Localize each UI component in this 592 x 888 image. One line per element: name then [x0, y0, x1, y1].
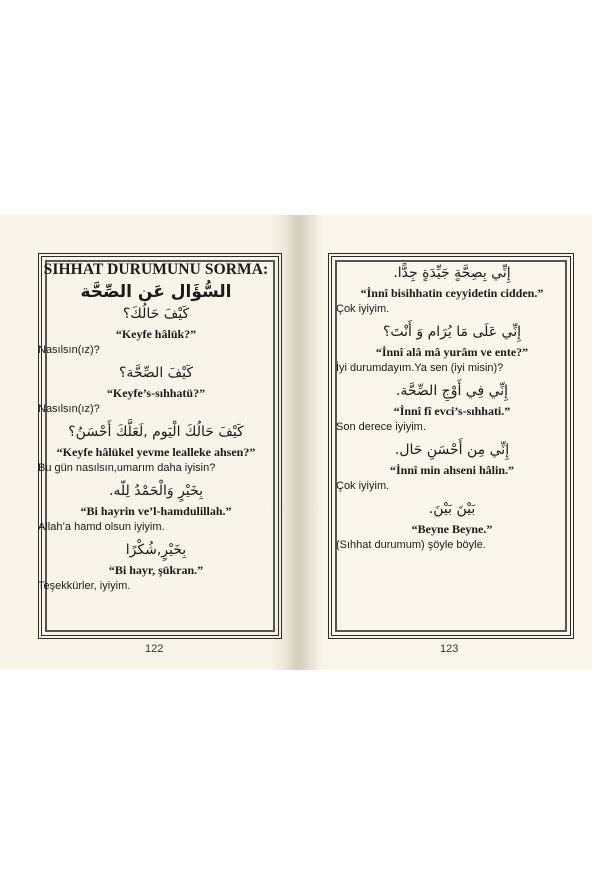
transliteration: “İnnî bisihhatin ceyyidetin cidden.”: [360, 286, 544, 300]
transliteration: “İnnî fî evci’s-sıhhati.”: [393, 404, 511, 418]
turkish-meaning: (Sıhhat durumum) şöyle böyle.: [336, 539, 486, 551]
phrase-entry: [336, 499, 568, 552]
arabic-phrase: إِنِّي عَلَى مَا يُرَام وَ أَنْتَ؟: [382, 324, 522, 340]
phrase-entry: [38, 363, 274, 416]
phrase-entry: [336, 322, 568, 375]
turkish-meaning: Nasılsın(ız)?: [38, 344, 100, 356]
arabic-phrase: إِنِّي مِن أَحْسَنِ حَال.: [394, 442, 510, 458]
page-number: 123: [440, 643, 459, 655]
book-gutter-shadow: [300, 215, 322, 670]
phrase-entry: [336, 381, 568, 434]
transliteration: “Bi hayr, şükran.”: [108, 563, 204, 577]
arabic-phrase: إِنِّي بِصِحَّةٍ جَيِّدَةٍ جِدًّا.: [393, 265, 511, 281]
arabic-phrase: بَيْنَ بَيْنَ.: [428, 501, 476, 517]
phrase-entry: [336, 440, 568, 493]
arabic-phrase: كَيْفَ حَالُكَ الْيَوم ,لَعَلَّكَ أَحْسَنُ؟: [68, 424, 244, 440]
turkish-meaning: İyi durumdayım.Ya sen (iyi misin)?: [336, 362, 504, 374]
transliteration: “Beyne Beyne.”: [411, 522, 493, 536]
arabic-phrase: بِخَيْرٍ,شُكْرًا: [125, 542, 187, 558]
transliteration: “İnnî min ahseni hâlin.”: [389, 463, 515, 477]
section-title-arabic: السُّؤَال عَن الصِّحَّة: [80, 282, 232, 302]
book-gutter-shadow: [270, 215, 300, 670]
transliteration: “Keyfe hâlük?”: [115, 327, 197, 341]
turkish-meaning: Allah’a hamd olsun iyiyim.: [38, 521, 165, 533]
arabic-phrase: كَيْفَ حَالُكَ؟: [122, 306, 190, 322]
turkish-meaning: Çok iyiyim.: [336, 303, 390, 315]
turkish-meaning: Çok iyiyim.: [336, 480, 390, 492]
turkish-meaning: Bu gün nasılsın,umarım daha iyisin?: [38, 462, 216, 474]
arabic-phrase: كَيْفَ الصِّحَّة؟: [118, 365, 194, 381]
turkish-meaning: Teşekkürler, iyiyim.: [38, 580, 131, 592]
open-book: [0, 215, 592, 670]
right-page-content: [336, 261, 568, 558]
phrase-entry: [38, 540, 274, 593]
arabic-phrase: إِنِّي فِي أَوْجِ الصِّحَّة.: [395, 383, 509, 399]
phrase-entry: [38, 481, 274, 534]
turkish-meaning: Nasılsın(ız)?: [38, 403, 100, 415]
arabic-phrase: بِخَيْرٍ وَالْحَمْدُ لِلّه.: [108, 483, 204, 499]
section-title: SIHHAT DURUMUNU SORMA:: [43, 261, 269, 278]
phrase-entry: [38, 422, 274, 475]
phrase-entry: [38, 304, 274, 357]
transliteration: “İnnî alâ mâ yurâm ve ente?”: [375, 345, 529, 359]
phrase-entry: [336, 263, 568, 316]
transliteration: “Keyfe hâlükel yevme lealleke ahsen?”: [56, 445, 256, 459]
transliteration: “Keyfe’s-sıhhatü?”: [106, 386, 206, 400]
transliteration: “Bi hayrin ve’l-hamdulillah.”: [80, 504, 232, 518]
left-page: [0, 215, 298, 670]
page-number: 122: [145, 643, 164, 655]
turkish-meaning: Son derece iyiyim.: [336, 421, 426, 433]
left-page-content: [38, 261, 274, 599]
